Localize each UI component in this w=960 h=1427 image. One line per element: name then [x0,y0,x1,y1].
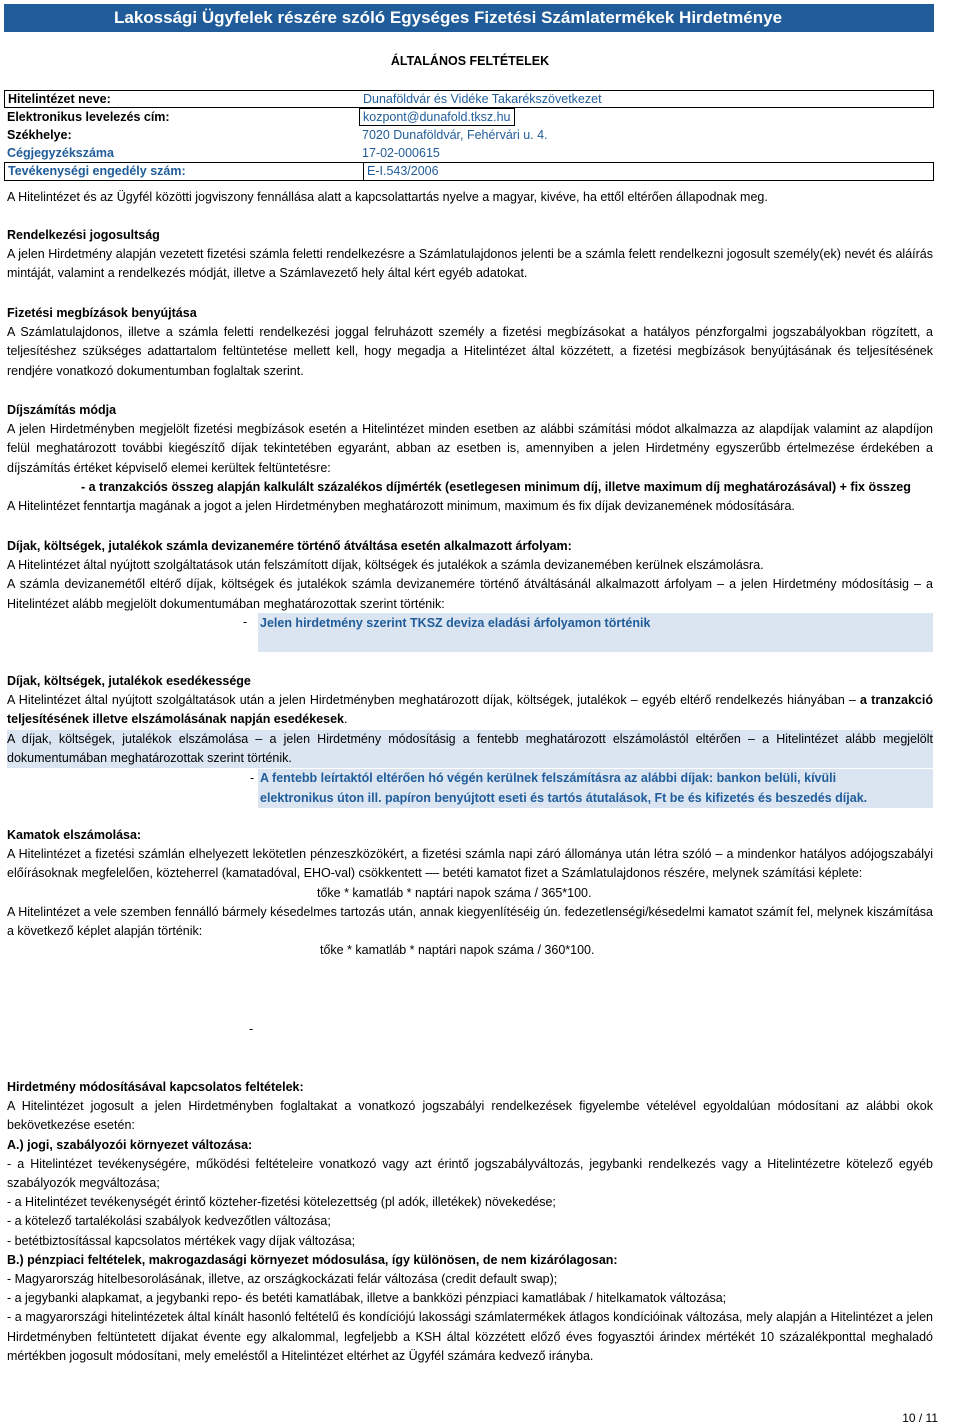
list-item: - betétbiztosítással kapcsolatos mértékek vagy díjak változása; [7,1233,356,1248]
fee-settlement-paragraph: A díjak, költségek, jutalékok elszámolása – a jelen Hirdetmény módosításig a fentebb meghatározott elszámolástól eltérően – a Hitelintézet alább megjelölt dokumentumában meghatározottak szerint történik. [7,730,933,768]
section-exchange-rate [7,537,933,614]
regno-value: 17-02-000615 [362,146,440,160]
exchange-rate-item: Jelen hirdetmény szerint TKSZ deviza eladási árfolyamon történik [258,613,933,652]
section-paragraph: A Hitelintézet által nyújtott szolgáltatások után felszámított díjak, költségek és jutalékok a számla devizanemében kerülnek elszámolásra. [7,558,764,573]
section-amendment [7,1078,933,1366]
interest-formula-360: tőke * kamatláb * naptári napok száma / 360*100. [320,943,595,958]
section-paragraph: A Hitelintézet a fizetési számlán elhelyezett lekötetlen pénzeszközökért, a fizetési számla napi záró állománya után létra szóló – a mindenkor hatályos adójogszabályi előírásoknak megfelelően, közteherrel (kamatadóval, EHO-val) csökkentett –– betéti kamatot fizet a Számlatulajdonos részére, melynek számítási képlete: [7,847,933,881]
list-item: - a Hitelintézet tevékenységét érintő közteher-fizetési kötelezettség (pl adók, illetékek) növekedése; [7,1195,556,1210]
due-text-bold: a tranzakció teljesítésének illetve elszámolásának napján esedékesek [7,693,933,727]
due-text: A Hitelintézet által nyújtott szolgáltatások után a jelen Hirdetményben meghatározott díjak, költségek, jutalékok – egyéb eltérő rendelkezés hiányában – [7,693,856,708]
section-payment-orders [7,304,933,381]
list-item: - a magyarországi hitelintézetek által kínált hasonló feltételű és kondíciójú lakossági számlatermékek átlagos kondícióinak változása, mely alapján a Hitelintézet a jelen Hirdetményben feltüntetett díjakat évente egy alkalommal, legfeljebb a KSH által közzétett előző éves fogyasztói árindex mértékét 10 százalékponttal meghaladó mértékben jogosult módosítani, mely emeléstől a Hitelintézet eltérhet az Ügyfél számára kedvező irányba. [7,1310,933,1363]
list-dash: - [243,615,248,629]
section-heading: Rendelkezési jogosultság [7,228,160,242]
page-number: 10 / 11 [902,1411,938,1425]
language-note: A Hitelintézet és az Ügyfél közötti jogviszony fennállása alatt a kapcsolattartás nyelve a magyar, kivéve, ha ettől eltérően állapodnak meg. [7,190,768,204]
info-row-license [4,162,934,181]
monthly-fees-line-1: A fentebb leírtaktól eltérően hó végén kerülnek felszámításra az alábbi díjak: bankon belüli, kívüli [260,771,837,785]
section-disposition [7,226,933,284]
institution-label: Hitelintézet neve: [8,92,111,106]
section-paragraph: A Hitelintézet a vele szemben fennálló bármely késedelmes tartozás után, annak kiegyenlítéséig ún. fedezetlenségi/késedelmi kamatot számít fel, melynek kiszámítása a következő képlet alapján történik: [7,904,933,939]
list-dash: - [249,1022,254,1036]
section-paragraph: A jelen Hirdetmény alapján vezetett fizetési számla feletti rendelkezésre a Számlatulajdonos jelenti be a számla felett rendelkezni jogosult személy(ek) nevét és aláírás mintáját, valamint a rendelkezés módját, illetve a Számlavezető hely által kért egyéb adatokat. [7,247,933,281]
fee-formula-bullet: - a tranzakciós összeg alapján kalkulált százalékos díjmérték (esetlegesen minimum díj, illetve maximum díj meghatározásával) + fix összeg [81,479,911,494]
section-paragraph: A Számlatulajdonos, illetve a számla feletti rendelkezési joggal felruházott személy a fizetési megbízásokat a hatályos pénzforgalmi jogszabályokban rögzített, a teljesítéshez szükséges adattartalom feltüntetése mellett kell, hogy megadja a Hitelintézet által közzétett, a fizetési megbízások benyújtásának és teljesítésének rendjére vonatkozó dokumentumban foglaltak szerint. [7,325,933,378]
monthly-fees-line-2: elektronikus úton ill. papíron benyújtott eseti és tartós átutalások, Ft be és kifizetés és beszedés díjak. [260,790,868,805]
section-paragraph [7,691,933,729]
section-heading: Díjak, költségek, jutalékok esedékessége [7,674,251,688]
seat-label: Székhelye: [7,128,72,142]
regno-label: Cégjegyzékszáma [7,146,115,160]
document-title: Lakossági Ügyfelek részére szóló Egységes Fizetési Számlatermékek Hirdetménye [114,8,783,27]
section-heading: Kamatok elszámolása: [7,828,142,842]
document-title-banner [4,4,934,32]
section-fee-calculation [7,401,933,516]
email-label: Elektronikus levelezés cím: [7,110,170,124]
list-dash: - [250,771,255,785]
institution-info-table [4,90,934,181]
section-fee-due [7,672,933,730]
section-heading: Hirdetmény módosításával kapcsolatos feltételek: [7,1080,304,1094]
section-heading: Díjszámítás módja [7,403,117,417]
section-paragraph: A Hitelintézet jogosult a jelen Hirdetményben foglaltakat a vonatkozó jogszabályi rendelkezések figyelembe vételével egyoldalúan módosítani az alábbi okok bekövetkezése esetén: [7,1099,933,1133]
subsection-heading-b: B.) pénzpiaci feltételek, makrogazdasági környezet módosulása, így különösen, de nem kizárólagosan: [7,1252,618,1267]
list-item: - a Hitelintézet tevékenységére, működési feltételeire vonatkozó vagy azt érintő jogszabályváltozás, jegybanki rendelkezés vagy a Hitelintézetre kötelező egyéb szabályozók megváltozása; [7,1156,933,1191]
section-heading: Fizetési megbízások benyújtása [7,306,197,320]
list-item: - a kötelező tartalékolási szabályok kedvezőtlen változása; [7,1214,331,1229]
info-row-institution [4,90,934,108]
info-row-email [4,108,934,126]
interest-formula-365: tőke * kamatláb * naptári napok száma / 365*100. [317,885,592,900]
section-paragraph: A számla devizanemétől eltérő díjak, költségek és jutalékok számla devizanemére történő átváltásánál alkalmazott árfolyam – a jelen Hirdetmény módosításig – a Hitelintézet alább megjelölt dokumentumában meghatározottak szerint történik: [7,577,933,611]
info-row-seat [4,126,934,144]
due-text-end: . [344,712,348,727]
section-paragraph: A Hitelintézet fenntartja magának a jogot a jelen Hirdetményben meghatározott minimum, maximum és fix díjak devizanemének módosítására. [7,499,795,514]
subsection-heading-a: A.) jogi, szabályozói környezet változása: [7,1137,253,1152]
list-item: - Magyarország hitelbesorolásának, illetve, az országkockázati felár változása (credit default swap); [7,1272,558,1287]
list-item: - a jegybanki alapkamat, a jegybanki repo- és betéti kamatlábak, illetve a bankközi pénzpiaci kamatlábak / hitelkamatok változása; [7,1291,727,1306]
section-interest [7,826,933,960]
section-heading: Díjak, költségek, jutalékok számla devizanemére történő átváltása esetén alkalmazott árfolyam: [7,539,572,553]
section-subtitle: ÁLTALÁNOS FELTÉTELEK [390,54,550,68]
license-value: E-I.543/2006 [363,163,439,180]
email-link[interactable]: kozpont@dunafold.tksz.hu [359,108,515,126]
institution-value: Dunaföldvár és Vidéke Takarékszövetkezet [363,92,602,106]
section-paragraph: A jelen Hirdetményben megjelölt fizetési megbízások esetén a Hitelintézet minden esetben az alábbi számítási módot alkalmazza az alapdíjak valamint az alapdíjon felül meghatározott további kiegészítő díjak tekintetében egyaránt, abban az esetben is, amennyiben a jelen Hirdetmény egyszerűbb értelmezése érdekében a díjszámítás értéket képviselő elemei kerültek feltüntetésre: [7,422,933,475]
license-label: Tevékenységi engedély szám: [8,164,186,178]
monthly-fees-item [258,769,933,808]
seat-value: 7020 Dunaföldvár, Fehérvári u. 4. [362,128,548,142]
info-row-regno [4,144,934,162]
